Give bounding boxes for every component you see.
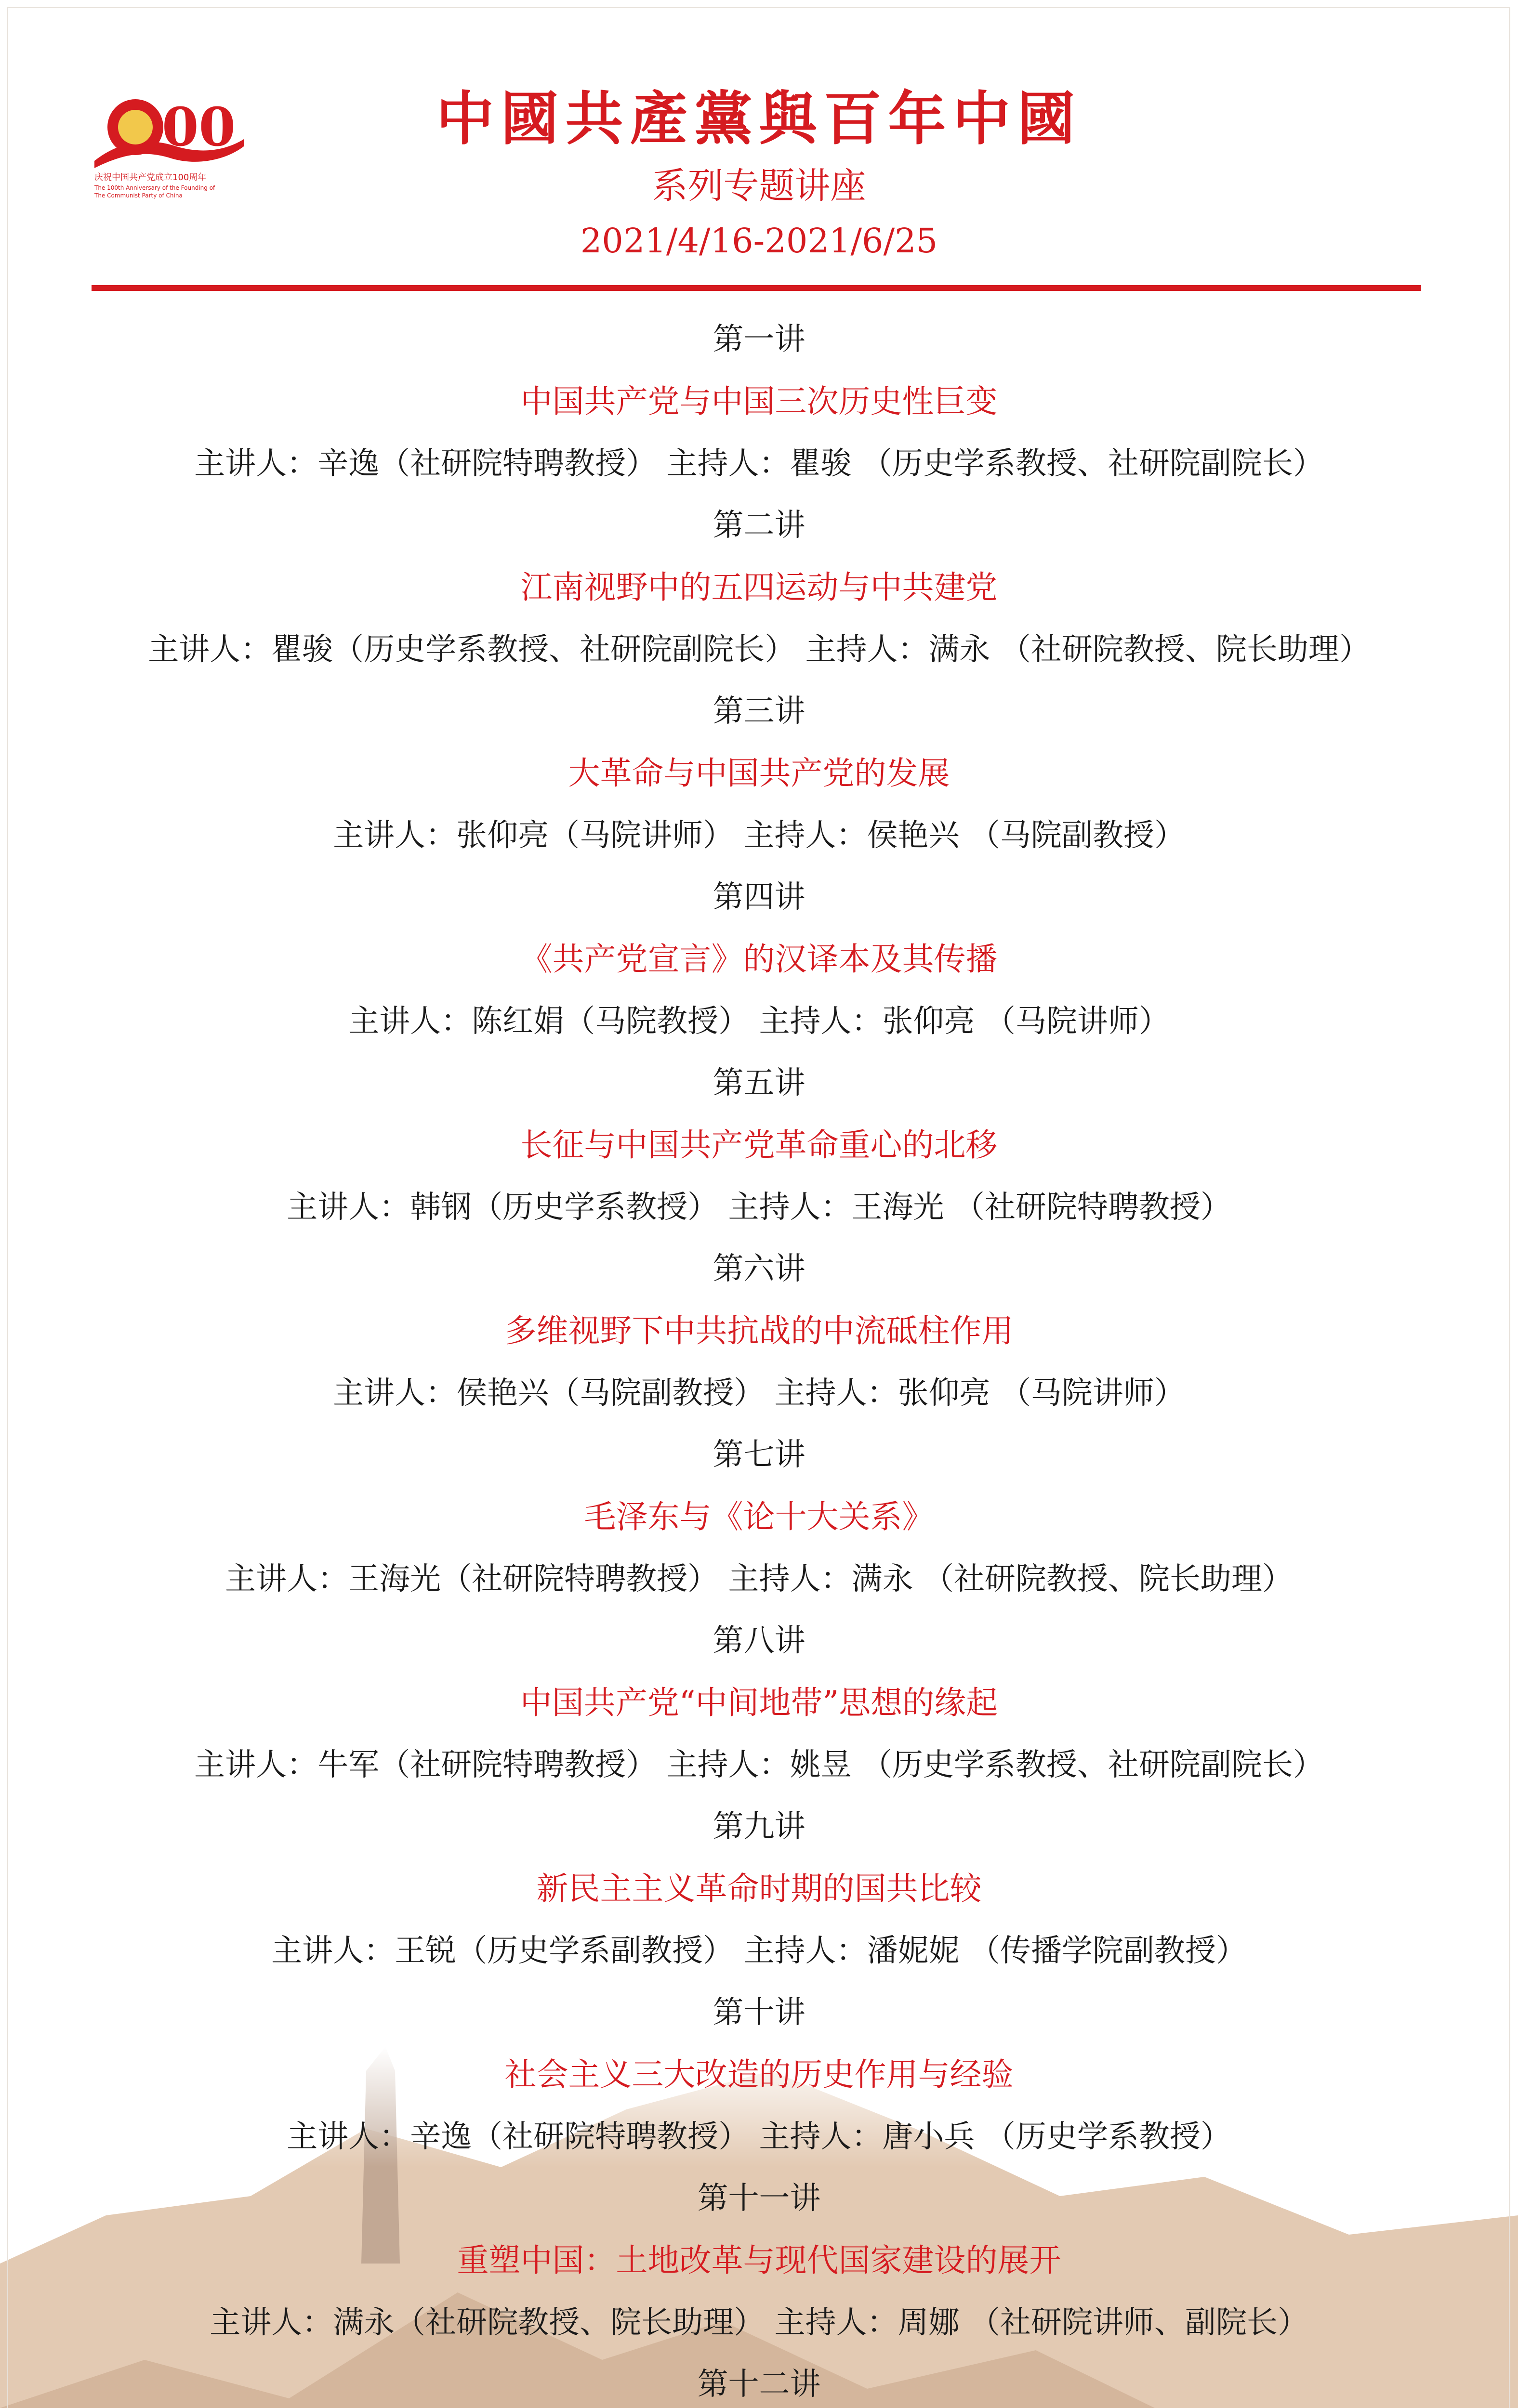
lecture-speakers: 主讲人：韩钢（历史学系教授） 主持人：王海光 （社研院特聘教授）	[287, 1190, 1231, 1225]
lecture-speakers: 主讲人：王海光（社研院特聘教授） 主持人：满永 （社研院教授、院长助理）	[225, 1561, 1293, 1597]
lecture-item	[0, 1610, 1518, 1795]
page-title: 中國共產黨與百年中國	[436, 85, 1082, 153]
lecture-speakers: 主讲人：辛逸（社研院特聘教授） 主持人：唐小兵 （历史学系教授）	[287, 2119, 1231, 2155]
lecture-speakers: 主讲人：陈红娟（马院教授） 主持人：张仰亮 （马院讲师）	[348, 1004, 1170, 1039]
lecture-topic: 重塑中国：土地改革与现代国家建设的展开	[457, 2242, 1061, 2279]
lecture-number: 第十一讲	[697, 2181, 821, 2216]
logo-caption-en-2: The Communist Party of China	[94, 192, 183, 199]
lecture-topic: 江南视野中的五四运动与中共建党	[520, 569, 998, 606]
lecture-number: 第四讲	[713, 879, 805, 915]
lecture-item	[0, 1424, 1518, 1610]
lecture-topic: 中国共产党与中国三次历史性巨变	[520, 383, 998, 420]
svg-text:00: 00	[162, 96, 236, 158]
lecture-item	[0, 680, 1518, 866]
lecture-number: 第一讲	[713, 322, 805, 357]
lecture-speakers: 主讲人：张仰亮（马院讲师） 主持人：侯艳兴 （马院副教授）	[333, 818, 1185, 853]
lecture-item	[0, 1981, 1518, 2167]
lecture-number: 第八讲	[713, 1623, 805, 1659]
lecture-number: 第三讲	[713, 694, 805, 729]
lecture-topic: 长征与中国共产党革命重心的北移	[520, 1126, 998, 1164]
lecture-speakers: 主讲人：牛军（社研院特聘教授） 主持人：姚昱 （历史学系教授、社研院副院长）	[194, 1747, 1324, 1783]
logo-caption-cn: 庆祝中国共产党成立100周年	[94, 172, 207, 183]
lecture-number: 第七讲	[713, 1437, 805, 1473]
logo-caption-en-1: The 100th Anniversary of the Founding of	[94, 184, 215, 191]
lecture-topic: 新民主主义革命时期的国共比较	[536, 1870, 982, 1907]
lecture-number: 第二讲	[713, 508, 805, 543]
lecture-speakers: 主讲人：王锐（历史学系副教授） 主持人：潘妮妮 （传播学院副教授）	[271, 1933, 1247, 1969]
lecture-number: 第六讲	[713, 1251, 805, 1287]
lecture-speakers: 主讲人：满永（社研院教授、院长助理） 主持人：周娜 （社研院讲师、副院长）	[210, 2305, 1308, 2341]
lecture-item	[0, 308, 1518, 494]
lecture-item	[0, 2167, 1518, 2353]
lecture-topic: 毛泽东与《论十大关系》	[584, 1498, 934, 1535]
lecture-topic: 《共产党宣言》的汉译本及其传播	[520, 941, 998, 978]
lecture-topic: 中国共产党“中间地带”思想的缘起	[520, 1684, 998, 1721]
lecture-topic: 多维视野下中共抗战的中流砥柱作用	[504, 1312, 1014, 1349]
lecture-item	[0, 494, 1518, 680]
title-divider	[92, 285, 1421, 291]
date-range: 2021/4/16-2021/6/25	[580, 221, 938, 261]
lecture-item	[0, 1052, 1518, 1238]
lecture-number: 第九讲	[713, 1809, 805, 1845]
lecture-speakers: 主讲人：侯艳兴（马院副教授） 主持人：张仰亮 （马院讲师）	[333, 1375, 1185, 1411]
lecture-number: 第十二讲	[697, 2367, 821, 2402]
lecture-speakers: 主讲人：瞿骏（历史学系教授、社研院副院长） 主持人：满永 （社研院教授、院长助理）	[148, 632, 1370, 667]
lecture-number: 第五讲	[713, 1065, 805, 1101]
lecture-item	[0, 2353, 1518, 2408]
lecture-topic: 大革命与中国共产党的发展	[568, 755, 950, 792]
page-subtitle: 系列专题讲座	[652, 165, 866, 207]
lecture-list	[0, 308, 1518, 2408]
lecture-number: 第十讲	[713, 1995, 805, 2030]
lecture-item	[0, 866, 1518, 1052]
lecture-speakers: 主讲人：辛逸（社研院特聘教授） 主持人：瞿骏 （历史学系教授、社研院副院长）	[194, 446, 1324, 482]
lecture-topic: 社会主义三大改造的历史作用与经验	[504, 2056, 1014, 2093]
lecture-item	[0, 1238, 1518, 1424]
lecture-item	[0, 1795, 1518, 1981]
